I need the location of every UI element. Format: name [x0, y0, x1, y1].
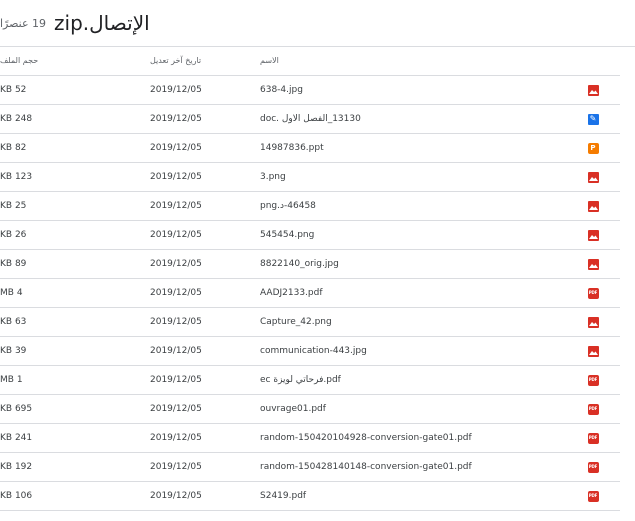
file-modified-date: 2019/12/05	[150, 462, 202, 472]
file-modified-date: 2019/12/05	[150, 85, 202, 95]
image-icon	[588, 230, 599, 241]
image-icon	[588, 201, 599, 212]
file-type-icon-cell	[586, 337, 600, 365]
image-icon	[588, 259, 599, 270]
file-table	[0, 46, 620, 511]
file-size: 26 KB	[0, 230, 27, 240]
table-row[interactable]	[0, 76, 620, 105]
table-row[interactable]	[0, 105, 620, 134]
file-type-icon-cell	[586, 453, 600, 481]
file-modified-date: 2019/12/05	[150, 114, 202, 124]
file-type-icon-cell	[586, 192, 600, 220]
file-size: 4 MB	[0, 288, 23, 298]
file-size: 241 KB	[0, 433, 33, 443]
image-icon	[588, 85, 599, 96]
file-modified-date: 2019/12/05	[150, 230, 202, 240]
file-size: 25 KB	[0, 201, 27, 211]
file-name[interactable]: 46458-د.png	[260, 201, 316, 211]
file-name[interactable]: ouvrage01.pdf	[260, 404, 326, 414]
image-icon	[588, 317, 599, 328]
file-modified-date: 2019/12/05	[150, 259, 202, 269]
file-size: 52 KB	[0, 85, 27, 95]
pdf-icon: PDF	[588, 375, 599, 386]
file-size: 695 KB	[0, 404, 33, 414]
file-list	[0, 76, 620, 511]
file-size: 123 KB	[0, 172, 33, 182]
column-header-size[interactable]: حجم الملف	[0, 56, 39, 65]
file-modified-date: 2019/12/05	[150, 201, 202, 211]
file-type-icon-cell	[586, 221, 600, 249]
file-size: 63 KB	[0, 317, 27, 327]
file-name[interactable]: 638-4.jpg	[260, 85, 303, 95]
file-modified-date: 2019/12/05	[150, 433, 202, 443]
file-modified-date: 2019/12/05	[150, 317, 202, 327]
image-icon	[588, 172, 599, 183]
file-size: 39 KB	[0, 346, 27, 356]
pdf-icon: PDF	[588, 491, 599, 502]
file-name[interactable]: communication-443.jpg	[260, 346, 367, 356]
table-row[interactable]	[0, 453, 620, 482]
file-name[interactable]: ec فرحاتي لويزة.pdf	[260, 375, 341, 385]
file-name[interactable]: 13130_الفصل الاول .doc	[260, 114, 361, 124]
table-row[interactable]	[0, 221, 620, 250]
table-row[interactable]	[0, 279, 620, 308]
file-name[interactable]: AADJ2133.pdf	[260, 288, 323, 298]
file-name[interactable]: random-150420104928-conversion-gate01.pdf	[260, 433, 472, 443]
file-type-icon-cell	[586, 424, 600, 452]
file-name[interactable]: random-150428140148-conversion-gate01.pdf	[260, 462, 472, 472]
file-type-icon-cell	[586, 163, 600, 191]
file-name[interactable]: 3.png	[260, 172, 286, 182]
file-name[interactable]: S2419.pdf	[260, 491, 307, 501]
file-name[interactable]: Capture_42.png	[260, 317, 332, 327]
file-modified-date: 2019/12/05	[150, 491, 202, 501]
file-modified-date: 2019/12/05	[150, 172, 202, 182]
table-row[interactable]	[0, 482, 620, 511]
table-row[interactable]	[0, 366, 620, 395]
file-modified-date: 2019/12/05	[150, 375, 202, 385]
file-modified-date: 2019/12/05	[150, 143, 202, 153]
column-header-modified[interactable]: تاريخ آخر تعديل	[150, 56, 202, 65]
file-modified-date: 2019/12/05	[150, 288, 202, 298]
table-row[interactable]	[0, 337, 620, 366]
table-header	[0, 46, 620, 76]
file-type-icon-cell	[586, 279, 600, 307]
table-row[interactable]	[0, 308, 620, 337]
ppt-icon: P	[588, 143, 599, 154]
table-row[interactable]	[0, 192, 620, 221]
doc-icon: ✎	[588, 114, 599, 125]
pdf-icon: PDF	[588, 462, 599, 473]
file-size: 89 KB	[0, 259, 27, 269]
file-size: 248 KB	[0, 114, 33, 124]
file-type-icon-cell	[586, 134, 600, 162]
file-name[interactable]: 8822140_orig.jpg	[260, 259, 339, 269]
file-size: 1 MB	[0, 375, 23, 385]
table-row[interactable]	[0, 163, 620, 192]
header	[0, 0, 635, 47]
file-modified-date: 2019/12/05	[150, 346, 202, 356]
file-type-icon-cell	[586, 366, 600, 394]
file-type-icon-cell	[586, 308, 600, 336]
pdf-icon: PDF	[588, 433, 599, 444]
item-count: 19 عنصرًا	[0, 16, 47, 30]
file-modified-date: 2019/12/05	[150, 404, 202, 414]
file-size: 192 KB	[0, 462, 33, 472]
table-row[interactable]	[0, 424, 620, 453]
file-type-icon-cell	[586, 482, 600, 510]
archive-title: الإتصال.zip	[54, 11, 150, 35]
file-name[interactable]: 545454.png	[260, 230, 315, 240]
file-type-icon-cell	[586, 395, 600, 423]
file-name[interactable]: 14987836.ppt	[260, 143, 324, 153]
column-header-name[interactable]: الاسم	[260, 56, 279, 65]
file-type-icon-cell	[586, 250, 600, 278]
image-icon	[588, 346, 599, 357]
table-row[interactable]	[0, 134, 620, 163]
file-type-icon-cell	[586, 105, 600, 133]
table-row[interactable]	[0, 395, 620, 424]
file-size: 106 KB	[0, 491, 33, 501]
pdf-icon: PDF	[588, 288, 599, 299]
table-row[interactable]	[0, 250, 620, 279]
file-type-icon-cell	[586, 76, 600, 104]
file-size: 82 KB	[0, 143, 27, 153]
pdf-icon: PDF	[588, 404, 599, 415]
